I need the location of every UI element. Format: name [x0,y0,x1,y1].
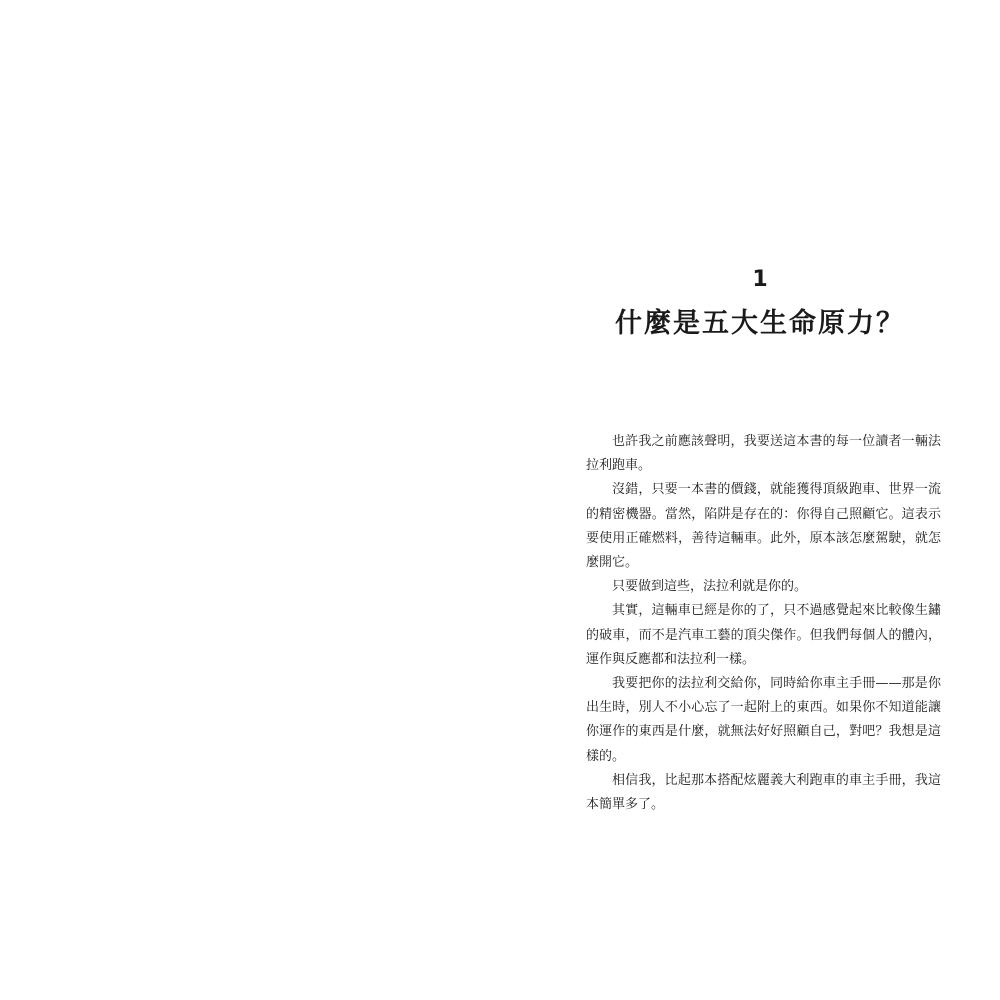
paragraph: 其實，這輛車已經是你的了，只不過感覺起來比較像生鏽的破車，而不是汽車工藝的頂尖傑作。但我們每個人的體內，運作與反應都和法拉利一樣。 [586,603,941,667]
chapter-number: 1 [752,267,768,292]
chapter-title: 什麼是五大生命原力？ [615,308,905,339]
paragraph: 沒錯，只要一本書的價錢，就能獲得頂級跑車、世界一流的精密機器。當然，陷阱是存在的：你得自己照顧它。這表示要使用正確燃料，善待這輛車。此外，原本該怎麼駕駛，就怎麼開它。 [586,482,941,571]
paragraph: 我要把你的法拉利交給你，同時給你車主手冊——那是你出生時，別人不小心忘了一起附上的東西。如果你不知道能讓你運作的東西是什麼，就無法好好照顧自己，對吧？我想是這樣的。 [586,676,941,764]
chapter-body [586,430,941,817]
paragraph: 也許我之前應該聲明，我要送這本書的每一位讀者一輛法拉利跑車。 [586,434,941,474]
paragraph: 只要做到這些，法拉利就是你的。 [612,579,808,595]
paragraph: 相信我，比起那本搭配炫麗義大利跑車的車主手冊，我這本簡單多了。 [586,772,941,813]
right-page [500,0,1000,1000]
